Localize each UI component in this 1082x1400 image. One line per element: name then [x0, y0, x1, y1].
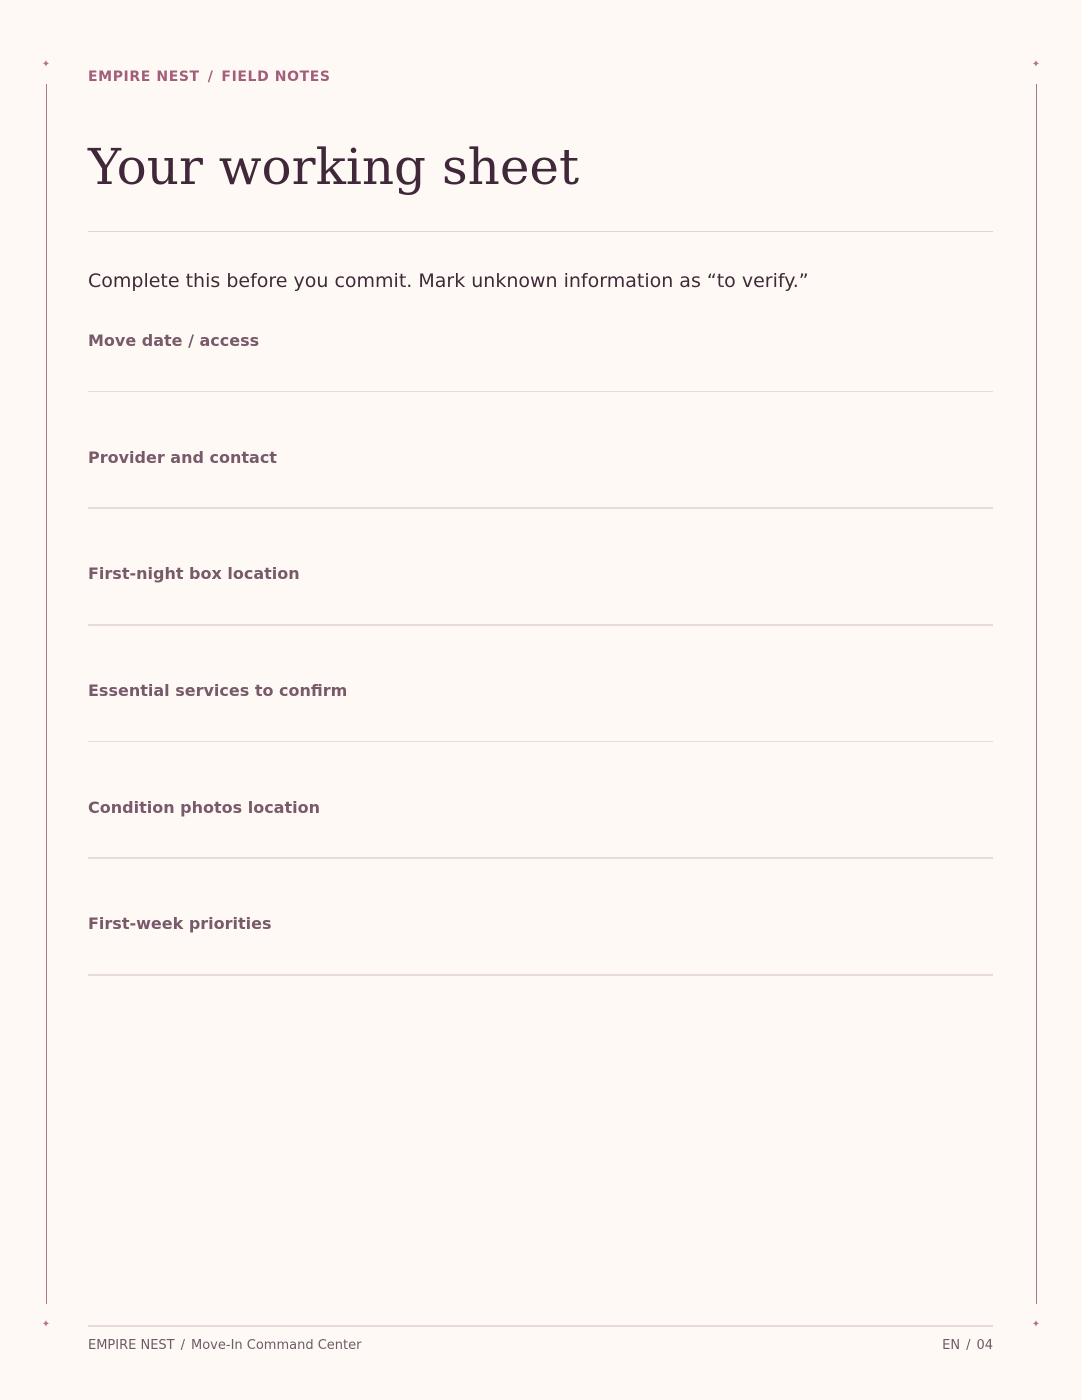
field-label: Provider and contact: [88, 448, 277, 467]
intro-text: Complete this before you commit. Mark unknown information as “to verify.”: [88, 270, 809, 292]
field-label: Essential services to confirm: [88, 681, 348, 700]
right-margin-rule: [1036, 84, 1037, 1304]
footer-separator: /: [966, 1338, 971, 1353]
field-label: Move date / access: [88, 331, 260, 350]
field-label: First-night box location: [88, 564, 300, 583]
footer-brand: EMPIRE NEST: [88, 1338, 175, 1353]
page-title: Your working sheet: [88, 138, 580, 196]
header-section: FIELD NOTES: [221, 69, 331, 85]
footer-separator: /: [180, 1338, 186, 1353]
corner-star-icon: ✦: [41, 59, 51, 70]
corner-star-icon: ✦: [1031, 59, 1041, 70]
footer-product: Move-In Command Center: [191, 1338, 362, 1353]
footer-right: [942, 1338, 993, 1353]
corner-star-icon: ✦: [1031, 1319, 1041, 1330]
footer-divider: [88, 1325, 993, 1327]
header-separator: /: [207, 69, 214, 85]
field-label: First-week priorities: [88, 914, 272, 933]
write-in-line[interactable]: [88, 391, 993, 392]
write-in-line[interactable]: [88, 857, 993, 859]
write-in-line[interactable]: [88, 507, 993, 509]
title-divider: [88, 231, 993, 232]
write-in-line[interactable]: [88, 624, 993, 626]
field-label: Condition photos location: [88, 798, 320, 817]
header-kicker: [88, 69, 331, 85]
write-in-line[interactable]: [88, 974, 993, 976]
write-in-line[interactable]: [88, 741, 993, 742]
footer-lang: EN: [942, 1338, 961, 1353]
corner-star-icon: ✦: [41, 1319, 51, 1330]
header-brand: EMPIRE NEST: [88, 69, 200, 85]
page-number: 04: [976, 1338, 993, 1353]
left-margin-rule: [46, 84, 47, 1304]
footer-left: [88, 1338, 361, 1353]
